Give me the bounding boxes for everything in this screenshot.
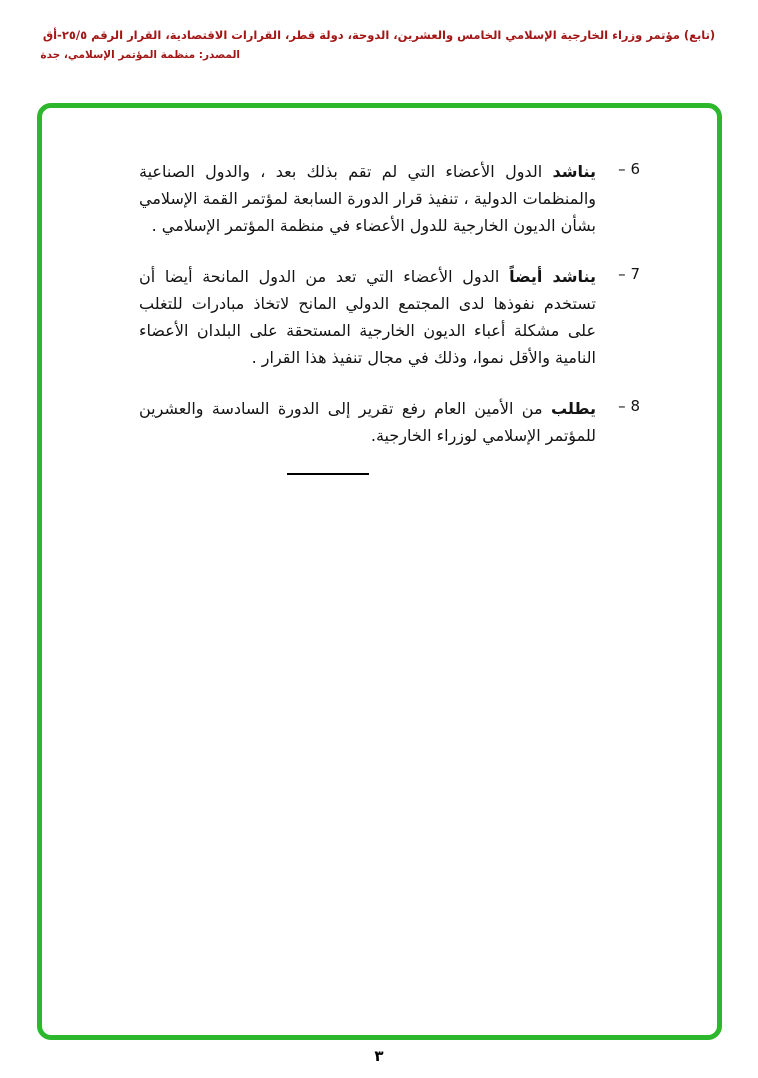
item-7-number: 7 –: [618, 265, 640, 283]
item-8-body: من الأمين العام رفع تقرير إلى الدورة السادسة والعشرين للمؤتمر الإسلامي لوزراء الخارجية.: [139, 399, 596, 445]
document-header: [0, 28, 758, 61]
item-6-body: الدول الأعضاء التي لم تقم بذلك بعد ، والدول الصناعية والمنظمات الدولية ، تنفيذ قرار الدورة السابعة لمؤتمر القمة الإسلامي بشأن الديون الخارجية للدول الأعضاء في منظمة المؤتمر الإسلامي .: [139, 162, 596, 235]
item-7-body: الدول الأعضاء التي تعد من الدول المانحة أيضا أن تستخدم نفوذها لدى المجتمع الدولي المانح لاتخاذ مبادرات للتغلب على مشكلة أعباء الديون الخارجية المستحقة على البلدان الأعضاء النامية والأقل نموا، وذلك في مجال تنفيذ هذا القرار .: [139, 267, 596, 367]
resolution-body: [42, 108, 717, 475]
item-8-text: [139, 395, 596, 449]
resolution-item-7: [139, 263, 640, 371]
item-7-text: [139, 263, 596, 371]
item-7-lead: يناشد أيضاً: [509, 267, 597, 286]
resolution-item-8: [139, 395, 640, 449]
end-of-text-divider-row: [139, 473, 640, 475]
item-6-text: [139, 158, 596, 239]
end-of-text-divider: [287, 473, 369, 475]
item-8-number: 8 –: [618, 397, 640, 415]
item-6-number: 6 –: [618, 160, 640, 178]
header-source: المصدر: منظمة المؤتمر الإسلامي، جدة: [40, 49, 240, 61]
page-number: ٣: [374, 1047, 384, 1065]
header-title: (تابع) مؤتمر وزراء الخارجية الإسلامي الخامس والعشرين، الدوحة، دولة قطر، القرارات الاقتصادية، القرار الرقم ٢٥/٥-أق: [42, 28, 716, 42]
resolution-item-6: [139, 158, 640, 239]
item-8-lead: يطلب: [550, 399, 596, 418]
content-border-box: [37, 103, 722, 1040]
item-6-lead: يناشد: [552, 162, 596, 181]
